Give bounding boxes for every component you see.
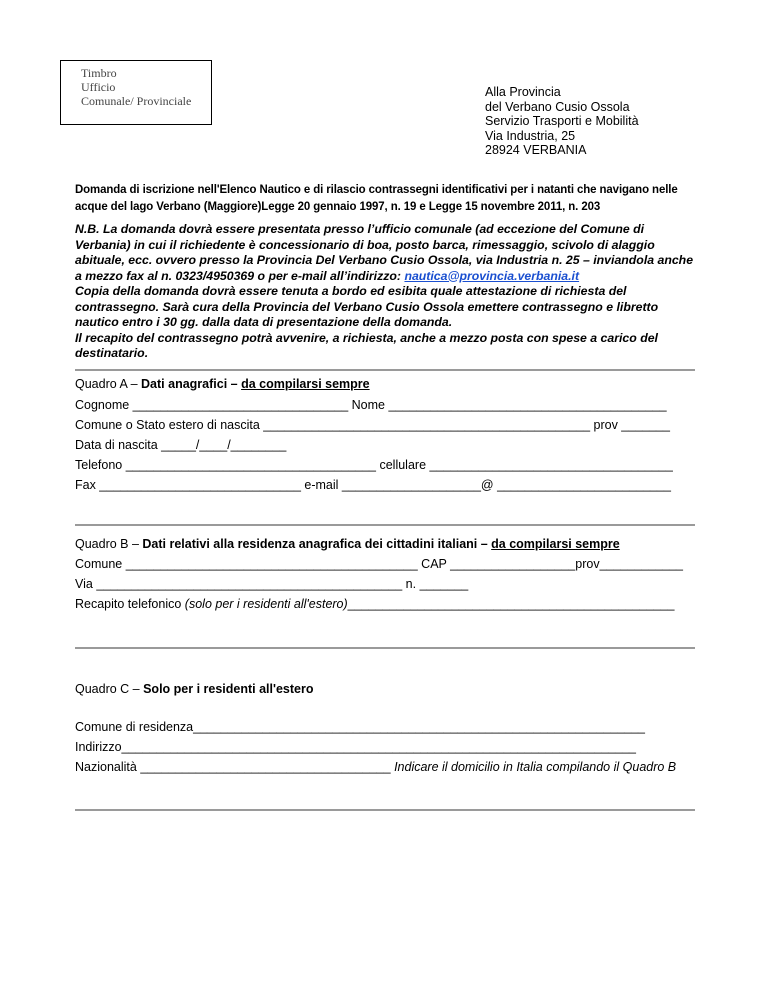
field-label: Recapito telefonico <box>75 597 185 611</box>
section-prefix: Quadro C – <box>75 682 144 696</box>
data-nascita-field[interactable]: Data di nascita _____/____/________ <box>75 438 287 452</box>
nb-text: Copia della domanda dovrà essere tenuta a bordo ed esibita quale attestazione di richiesta del contrassegno. Sarà cura della Provincia del Verbano Cusio Ossola emettere contrassegno e libretto nautico entro i 30 gg. dalla data di presentazione della domanda. <box>75 284 659 329</box>
email-link[interactable]: nautica@provincia.verbania.it <box>404 268 580 283</box>
nb-text: Il recapito del contrassegno potrà avvenire, a richiesta, anche a mezzo posta con spese a carico del destinatario. <box>75 330 658 360</box>
indirizzo-field[interactable]: Indirizzo__________________________________________________________________________ <box>75 740 636 754</box>
section-note: da compilarsi sempre <box>491 537 620 551</box>
address-line: Alla Provincia <box>485 85 561 99</box>
address-line: Servizio Trasporti e Mobilità <box>485 114 639 128</box>
quadro-a-heading <box>75 377 370 391</box>
luogo-nascita-field[interactable]: Comune o Stato estero di nascita _______________________________________________ prov _______ <box>75 418 670 432</box>
section-title: Solo per i residenti all'estero <box>143 682 314 696</box>
nb-note <box>75 222 699 362</box>
stamp-line: Timbro <box>81 66 117 80</box>
section-note: da compilarsi sempre <box>241 377 370 391</box>
field-label: Nazionalità ____________________________________ <box>75 760 395 774</box>
section-title: Dati anagrafici – <box>141 377 242 391</box>
via-field[interactable]: Via ____________________________________________ n. _______ <box>75 577 469 591</box>
section-prefix: Quadro A – <box>75 377 142 391</box>
section-title: Dati relativi alla residenza anagrafica dei cittadini italiani – <box>142 537 492 551</box>
quadro-b-heading <box>75 537 620 551</box>
divider <box>75 809 695 811</box>
field-hint: (solo per i residenti all'estero) <box>184 597 348 611</box>
address-line: 28924 VERBANIA <box>485 143 587 157</box>
field-hint: Indicare il domicilio in Italia compilando il Quadro B <box>394 760 677 774</box>
recipient-address <box>485 85 639 158</box>
fax-email-field[interactable]: Fax _____________________________ e-mail ____________________@ _________________________ <box>75 478 671 492</box>
section-prefix: Quadro B – <box>75 537 143 551</box>
address-line: del Verbano Cusio Ossola <box>485 99 630 114</box>
comune-cap-field[interactable]: Comune __________________________________________ CAP __________________prov____________ <box>75 557 683 571</box>
stamp-line: Comunale/ Provinciale <box>81 94 192 108</box>
recapito-field[interactable] <box>75 597 674 611</box>
divider <box>75 524 695 526</box>
comune-residenza-field[interactable]: Comune di residenza_________________________________________________________________ <box>75 720 645 734</box>
cognome-nome-field[interactable]: Cognome _______________________________ Nome ________________________________________ <box>75 398 667 412</box>
document-title: Domanda di iscrizione nell'Elenco Nautico e di rilascio contrassegni identificativi per i natanti che navigano nelle acque del lago Verbano (Maggiore)Legge 20 gennaio 1997, n. 19 e Legge 15 novembre 2011, n. 203 <box>75 182 678 213</box>
nazionalita-field[interactable] <box>75 760 676 774</box>
stamp-box <box>60 60 212 125</box>
divider <box>75 369 695 371</box>
telefono-field[interactable]: Telefono ____________________________________ cellulare ___________________________________ <box>75 458 673 472</box>
quadro-c-heading <box>75 682 313 696</box>
stamp-line: Ufficio <box>81 80 116 94</box>
field-blank: _______________________________________________ <box>347 597 675 611</box>
nb-text: N.B. La domanda dovrà essere presentata presso l’ufficio comunale (ad eccezione del Comune di Verbania) in cui il richiedente è concessionario di boa, posto barca, rimessaggio, scivolo di alaggio abituale, ecc. ovvero presso la Provincia Del Verbano Cusio Ossola, via Industria n. 25 – inviandola anche a mezzo fax al n. 0323/4950369 o per e-mail all’indirizzo: <box>75 222 694 283</box>
divider <box>75 647 695 649</box>
address-line: Via Industria, 25 <box>485 128 576 143</box>
